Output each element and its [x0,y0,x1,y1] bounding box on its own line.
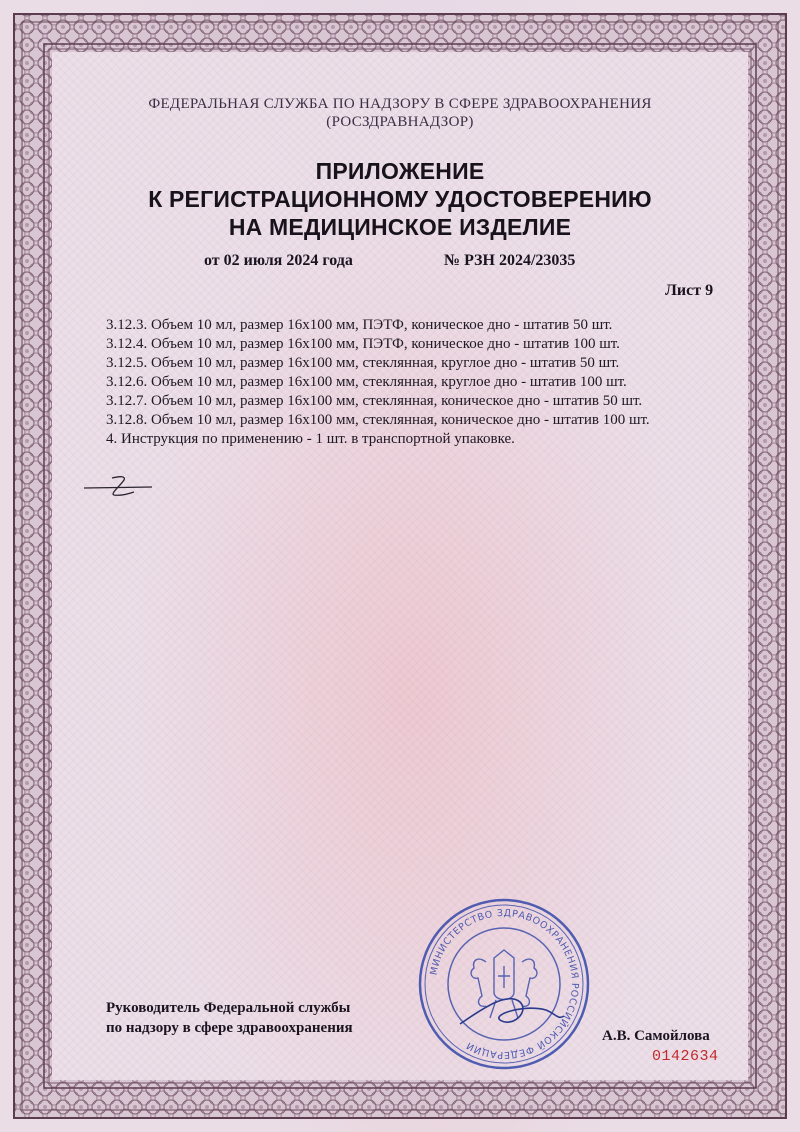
list-item: 3.12.3. Объем 10 мл, размер 16х100 мм, ПЭТФ, коническое дно - штатив 50 шт. [106,317,613,333]
signatory-title-line2: по надзору в сфере здравоохранения [106,1020,353,1036]
agency-abbreviation: (РОСЗДРАВНАДЗОР) [326,114,474,130]
issue-date: от 02 июля 2024 года [204,252,353,269]
official-seal [416,896,592,1072]
registration-number: № РЗН 2024/23035 [444,252,576,269]
seal-text: МИНИСТЕРСТВО ЗДРАВООХРАНЕНИЯ РОССИЙСКОЙ ФЕДЕРАЦИИ [428,907,581,1061]
list-item: 4. Инструкция по применению - 1 шт. в транспортной упаковке. [106,431,515,447]
initials-mark [80,470,160,500]
agency-name: ФЕДЕРАЛЬНАЯ СЛУЖБА ПО НАДЗОРУ В СФЕРЕ ЗДРАВООХРАНЕНИЯ [148,96,652,112]
list-item: 3.12.4. Объем 10 мл, размер 16х100 мм, ПЭТФ, коническое дно - штатив 100 шт. [106,336,620,352]
document-title-line3: НА МЕДИЦИНСКОЕ ИЗДЕЛИЕ [228,214,572,240]
handwritten-signature [460,999,564,1024]
list-item: 3.12.7. Объем 10 мл, размер 16х100 мм, стеклянная, коническое дно - штатив 50 шт. [106,393,643,409]
signatory-name: А.В. Самойлова [602,1028,710,1044]
list-item: 3.12.8. Объем 10 мл, размер 16х100 мм, стеклянная, коническое дно - штатив 100 шт. [106,412,650,428]
document-title-line2: К РЕГИСТРАЦИОННОМУ УДОСТОВЕРЕНИЮ [148,186,652,212]
signatory-title-line1: Руководитель Федеральной службы [106,1000,351,1016]
document-title-line1: ПРИЛОЖЕНИЕ [315,158,485,184]
serial-number: 0142634 [652,1048,719,1065]
item-list [106,316,650,449]
list-item: 3.12.5. Объем 10 мл, размер 16х100 мм, стеклянная, круглое дно - штатив 50 шт. [106,355,620,371]
list-item: 3.12.6. Объем 10 мл, размер 16х100 мм, стеклянная, круглое дно - штатив 100 шт. [106,374,627,390]
sheet-number: Лист 9 [665,282,714,299]
